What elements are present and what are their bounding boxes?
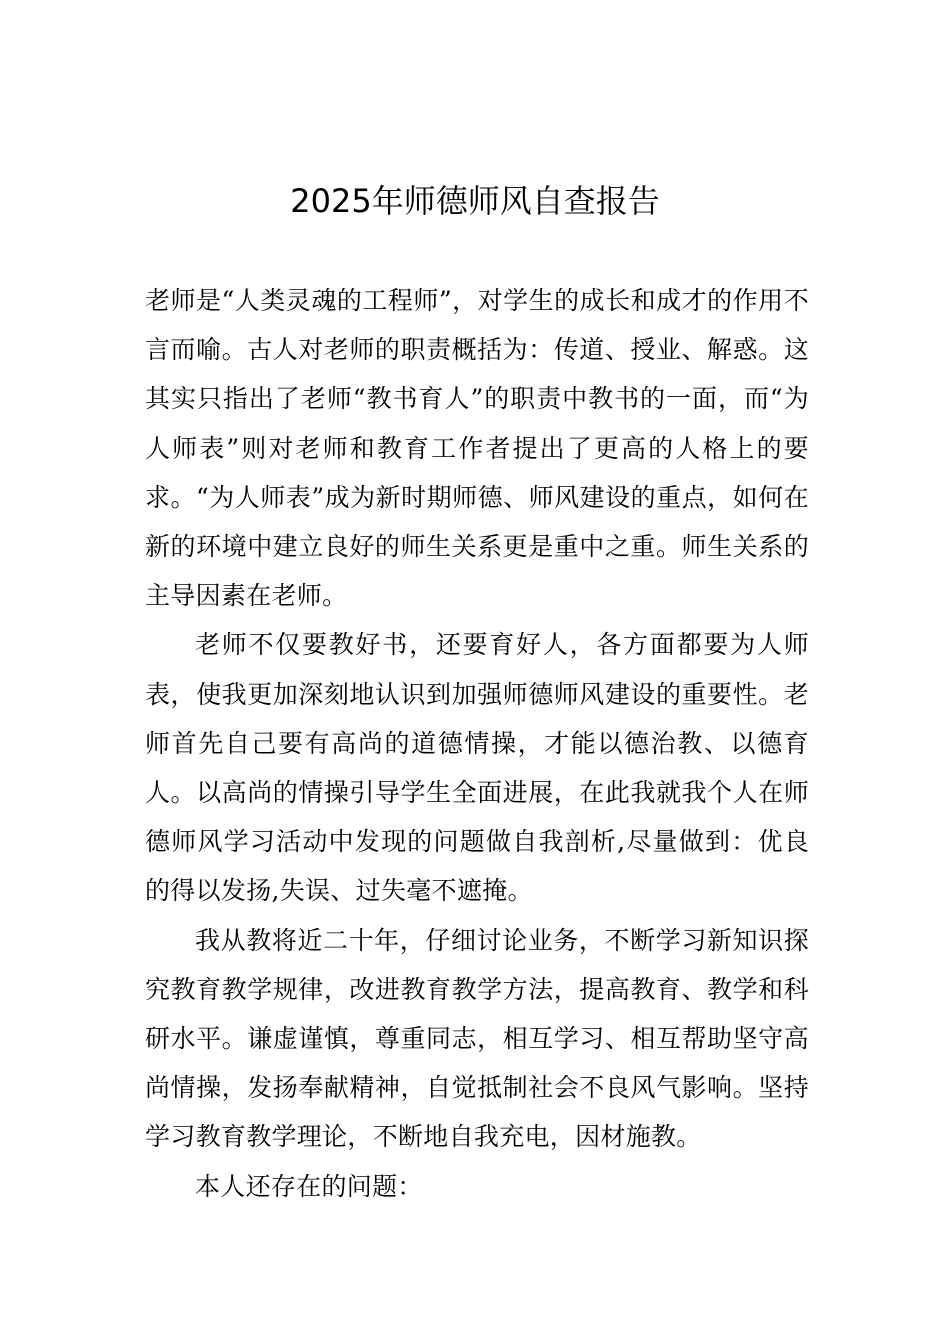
document-title: 2025年师德师风自查报告: [290, 182, 660, 220]
document-body: [145, 276, 809, 1211]
paragraph-3: 我从教将近二十年，仔细讨论业务，不断学习新知识探究教育教学规律，改进教育教学方法，提高教育、教学和科研水平。谦虚谨慎，尊重同志，相互学习、相互帮助坚守高尚情操，发扬奉献精神，自觉抵制社会不良风气影响。坚持学习教育教学理论，不断地自我充电，因材施教。: [145, 925, 809, 1152]
paragraph-1: 老师是“人类灵魂的工程师”，对学生的成长和成才的作用不言而喻。古人对老师的职责概括为：传道、授业、解惑。这其实只指出了老师“教书育人”的职责中教书的一面，而“为人师表”则对老师和教育工作者提出了更高的人格上的要求。“为人师表”成为新时期师德、师风建设的重点，如何在新的环境中建立良好的师生关系更是重中之重。师生关系的主导因素在老师。: [145, 286, 809, 611]
paragraph-2: 老师不仅要教好书，还要育好人，各方面都要为人师表，使我更加深刻地认识到加强师德师风建设的重要性。老师首先自己要有高尚的道德情操，才能以德治教、以德育人。以高尚的情操引导学生全面进展，在此我就我个人在师德师风学习活动中发现的问题做自我剖析,尽量做到：优良的得以发扬,失误、过失毫不遮掩。: [145, 630, 809, 906]
paragraph-4: 本人还存在的问题：: [195, 1171, 423, 1201]
